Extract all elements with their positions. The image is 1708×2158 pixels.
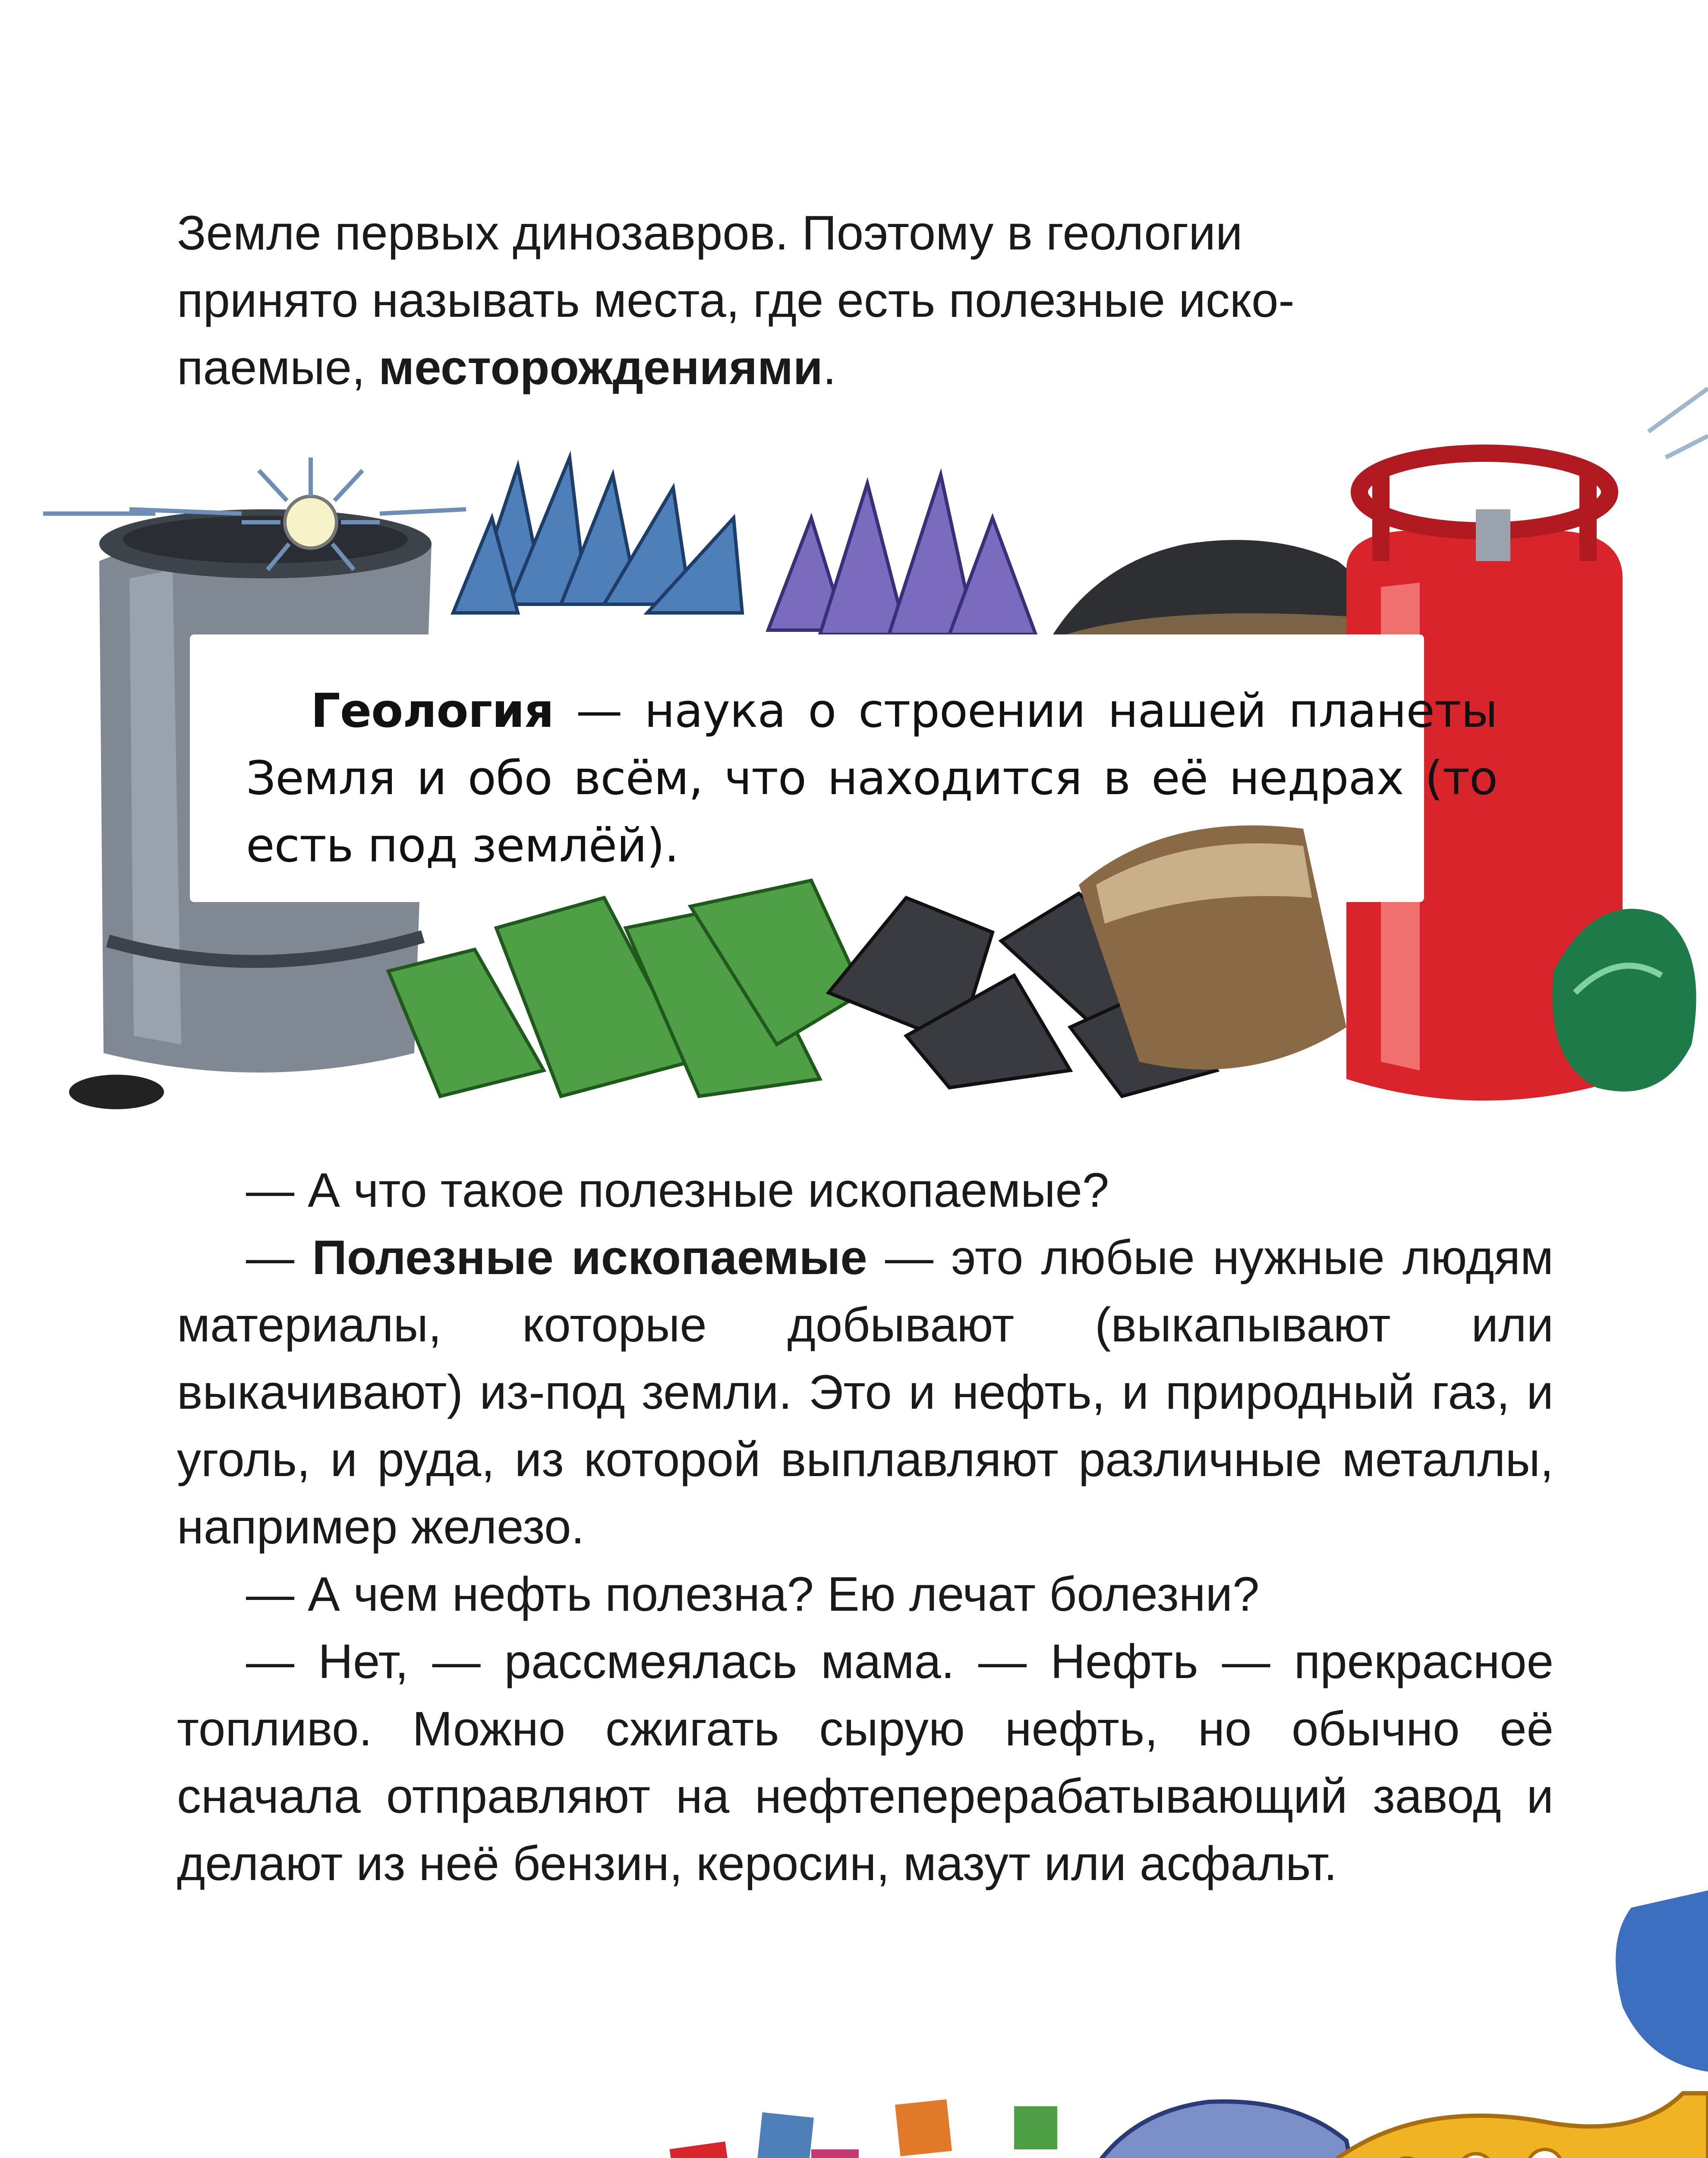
geology-definition <box>246 678 1497 880</box>
dialogue-section <box>177 1157 1554 1897</box>
definition-paragraph <box>246 678 1497 880</box>
green-crystal-illustration <box>388 880 863 1096</box>
term-minerals: Полезные ископаемые <box>312 1230 867 1284</box>
answer-oil: — Нет, — рассмеялась мама. — Нефть — прекрасное топливо. Можно сжигать сырую нефть, но обычно её сначала отправляют на нефтеперерабатывающий завод и делают из неё бензин, керосин, мазут или асфальт. <box>177 1634 1554 1890</box>
toy-car-illustration <box>1070 2101 1364 2158</box>
toy-plane-illustration <box>1336 2093 1708 2158</box>
question-oil-useful: — А чем нефть полезна? Ею лечат болезни? <box>246 1567 1260 1621</box>
toy-blocks-illustration <box>670 2099 1057 2158</box>
term-geology: Геология <box>311 684 554 738</box>
answer-minerals-text: — это любые нужные людям материалы, которые добывают (выкапывают или выкачивают) из-под земли. Это и нефть, и природный газ, и уголь, и руда, из которой выплавляют различные металлы, например железо. <box>177 1230 1554 1554</box>
blue-crystal-illustration <box>453 457 742 613</box>
blue-ball-illustration <box>1616 1890 1708 2072</box>
term-deposits: месторождениями <box>378 341 823 394</box>
definition-text: — наука о строении нашей планеты Земля и обо всём, что находится в её недрах (то есть под землёй). <box>246 684 1497 873</box>
intro-line-2: принято называть места, где есть полезные иско- <box>177 273 1295 327</box>
intro-line-3-end: . <box>822 341 836 394</box>
coal-heap-illustration <box>1053 540 1381 647</box>
question-what-are-minerals: — А что такое полезные ископаемые? <box>246 1163 1109 1217</box>
intro-line-3-start: паемые, <box>177 341 379 394</box>
answer-dash: — <box>246 1230 312 1284</box>
answer-minerals <box>177 1224 1554 1561</box>
intro-line-1: Земле первых динозавров. Поэтому в геологии <box>177 206 1243 260</box>
violet-crystal-illustration <box>768 475 1036 634</box>
